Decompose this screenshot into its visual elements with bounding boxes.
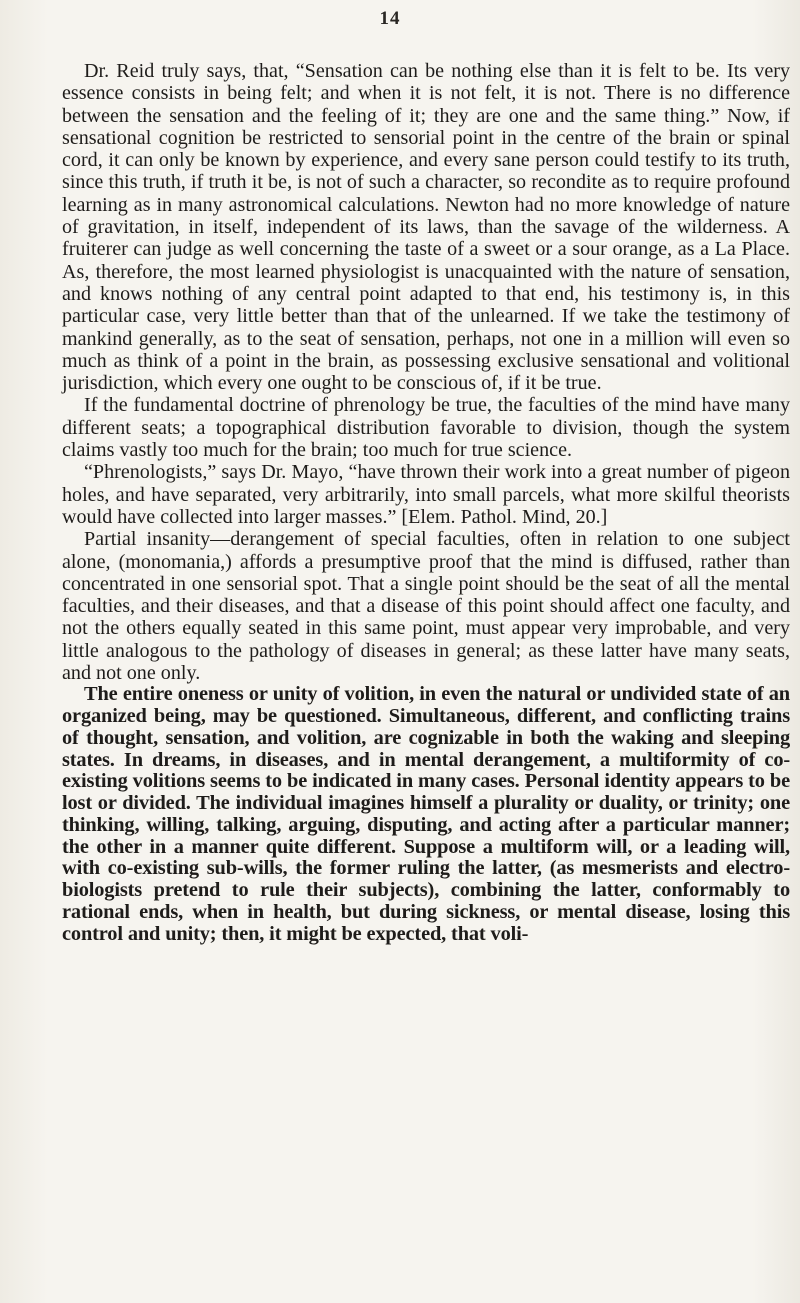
paragraph-unity-of-volition: The entire oneness or unity of volition, in even the natural or undivided state of an organized being, may be questioned. Simultaneous, different, and conflicting trains of thought, sensation, and volition, are cognizable in both the waking and sleeping states. In dreams, in diseases, and in mental derangement, a multiformity of co-existing volitions seems to be indicated in many cases. Personal identity appears to be lost or divided. The individual imagines himself a plurality or duality, or trinity; one thinking, willing, talking, arguing, disputing, and acting after a particular manner; the other in a manner quite different. Suppose a multiform will, or a leading will, with co-existing sub-wills, the former ruling the latter, (as mesmerists and electro-biologists pretend to rule their subjects), combining the latter, conformably to rational ends, when in health, but during sickness, or mental disease, losing this control and unity; then, it might be expected, that voli- [62,683,790,945]
paragraph-mayo-quote: “Phrenologists,” says Dr. Mayo, “have thrown their work into a great number of pigeon holes, and have separated, very arbitrarily, into small parcels, what more skilful theorists would have collected into larger masses.” [Elem. Pathol. Mind, 20.] [62,461,790,528]
paragraph-partial-insanity: Partial insanity—derangement of special faculties, often in relation to one subject alone, (monomania,) affords a presumptive proof that the mind is diffused, rather than concentrated in one sensorial spot. That a single point should be the seat of all the mental faculties, and their diseases, and that a disease of this point should affect one faculty, and not the others equally seated in this same point, must appear very improbable, and very little analogous to the pathology of diseases in general; as these latter have many seats, and not one only. [62,528,790,685]
page-number: 14 [379,8,401,29]
paragraph-phrenology-doctrine: If the fundamental doctrine of phrenology be true, the faculties of the mind have many different seats; a topographical distribution favorable to division, though the system claims vastly too much for the brain; too much for true science. [62,394,790,462]
paragraph-reid-sensation: Dr. Reid truly says, that, “Sensation can be nothing else than it is felt to be. Its very essence consists in being felt; and when it is not felt, it is not. There is no difference between the sensation and the feeling of it; they are one and the same thing.” Now, if sensational cognition be restricted to sensorial point in the centre of the brain or spinal cord, it can only be known by experience, and every sane person could testify to its truth, since this truth, if truth it be, is not of such a character, so recondite as to require profound learning as in many astronomical calculations. Newton had no more knowledge of nature of gravitation, in itself, independent of its laws, than the savage of the wilderness. A fruiterer can judge as well concerning the taste of a sweet or a sour orange, as a La Place. As, therefore, the most learned physiologist is unacquainted with the nature of sensation, and knows nothing of any central point adapted to that end, his testimony is, in this particular case, very little better than that of the unlearned. If we take the testimony of mankind generally, as to the seat of sensation, perhaps, not one in a million will even so much as think of a point in the brain, as possessing exclusive sensational and volitional jurisdiction, which every one ought to be conscious of, if it be true. [62,60,790,395]
body-text [62,60,790,945]
